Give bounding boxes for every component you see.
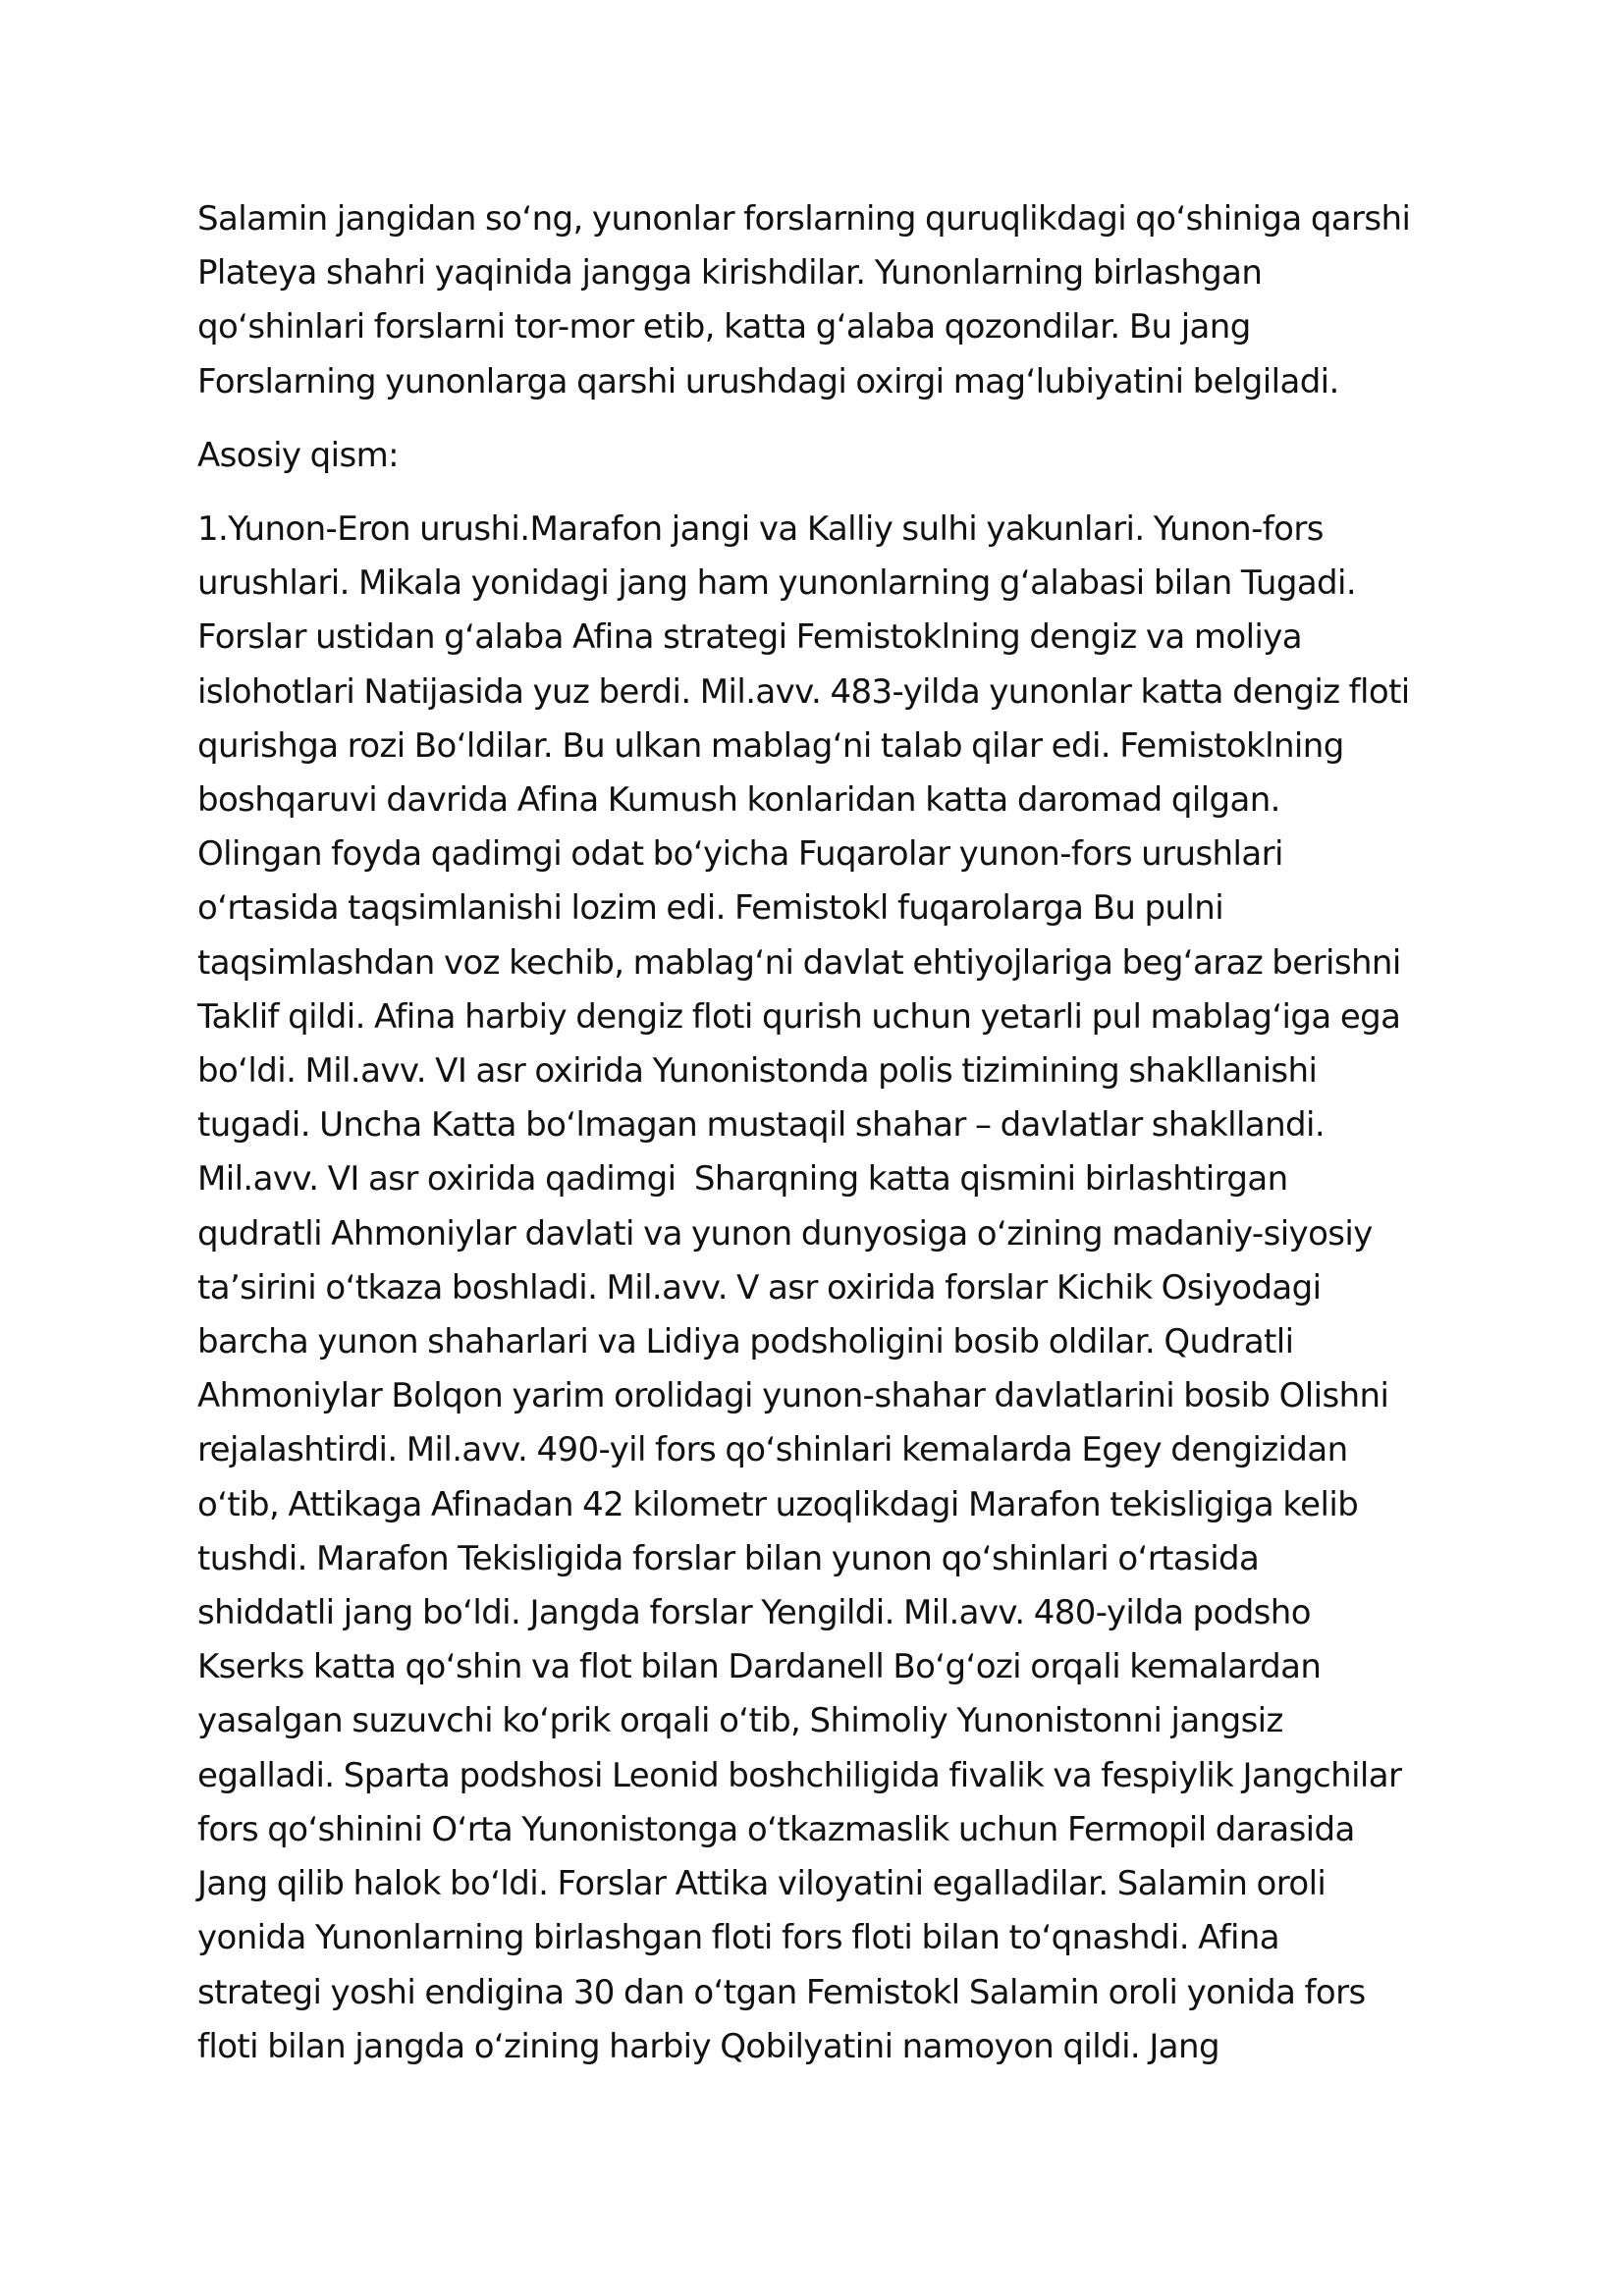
text-line: Forslar ustidan g‘alaba Afina strategi Femistoklning dengiz va moliya	[197, 617, 1303, 658]
text-line: o‘tib, Attikaga Afinadan 42 kilometr uzoqlikdagi Marafon tekisligiga kelib	[197, 1484, 1359, 1524]
text-line: Plateya shahri yaqinida jangga kirishdilar. Yunonlarning birlashgan	[197, 253, 1263, 294]
text-line: o‘rtasida taqsimlanishi lozim edi. Femistokl fuqarolarga Bu pulni	[197, 888, 1224, 929]
text-line: rejalashtirdi. Mil.avv. 490-yil fors qo‘shinlari kemalarda Egey dengizidan	[197, 1430, 1348, 1470]
text-line: Mil.avv. VI asr oxirida qadimgi Sharqning katta qismini birlashtirgan	[197, 1159, 1288, 1200]
text-line: 1.Yunon-Eron urushi.Marafon jangi va Kalliy sulhi yakunlari. Yunon-fors	[197, 509, 1324, 550]
text-line: boshqaruvi davrida Afina Kumush konlaridan katta daromad qilgan.	[197, 780, 1280, 821]
text-line: Ahmoniylar Bolqon yarim orolidagi yunon-shahar davlatlarini bosib Olishni	[197, 1376, 1389, 1416]
text-line: Salamin jangidan so‘ng, yunonlar forslarning quruqlikdagi qo‘shiniga qarshi	[197, 199, 1411, 239]
text-line: barcha yunon shaharlari va Lidiya podsholigini bosib oldilar. Qudratli	[197, 1322, 1294, 1362]
text-line: shiddatli jang bo‘ldi. Jangda forslar Yengildi. Mil.avv. 480-yilda podsho	[197, 1593, 1311, 1633]
text-line: qurishga rozi Bo‘ldilar. Bu ulkan mablag‘ni talab qilar edi. Femistoklning	[197, 725, 1344, 766]
text-line: taqsimlashdan voz kechib, mablag‘ni davlat ehtiyojlariga beg‘araz berishni	[197, 942, 1401, 983]
text-line: ta’sirini o‘tkaza boshladi. Mil.avv. V asr oxirida forslar Kichik Osiyodagi	[197, 1267, 1322, 1308]
text-line: yasalgan suzuvchi ko‘prik orqali o‘tib, Shimoliy Yunonistonni jangsiz	[197, 1701, 1283, 1741]
text-line: Taklif qildi. Afina harbiy dengiz floti qurish uchun yetarli pul mablag‘iga ega	[197, 996, 1401, 1037]
text-line: tugadi. Uncha Katta bo‘lmagan mustaqil shahar – davlatlar shakllandi.	[197, 1105, 1326, 1146]
text-line: tushdi. Marafon Tekisligida forslar bilan yunon qo‘shinlari o‘rtasida	[197, 1538, 1260, 1578]
text-line: Olingan foyda qadimgi odat bo‘yicha Fuqarolar yunon-fors urushlari	[197, 834, 1283, 875]
text-line: islohotlari Natijasida yuz berdi. Mil.avv. 483-yilda yunonlar katta dengiz floti	[197, 671, 1410, 712]
text-line: fors qo‘shinini O‘rta Yunonistonga o‘tkazmaslik uchun Fermopil darasida	[197, 1809, 1355, 1849]
text-line: qo‘shinlari forslarni tor-mor etib, katta g‘alaba qozondilar. Bu jang	[197, 307, 1251, 347]
text-line: Forslarning yunonlarga qarshi urushdagi oxirgi mag‘lubiyatini belgiladi.	[197, 361, 1339, 401]
text-line: urushlari. Mikala yonidagi jang ham yunonlarning g‘alabasi bilan Tugadi.	[197, 563, 1357, 604]
document-body	[197, 192, 1444, 2094]
paragraph	[197, 192, 1444, 409]
text-line: yonida Yunonlarning birlashgan floti fors floti bilan to‘qnashdi. Afina	[197, 1918, 1279, 1958]
text-line: egalladi. Sparta podshosi Leonid boshchiligida fivalik va fespiylik Jangchilar	[197, 1755, 1402, 1795]
text-line: Jang qilib halok bo‘ldi. Forslar Attika viloyatini egalladilar. Salamin oroli	[197, 1864, 1326, 1904]
text-line: qudratli Ahmoniylar davlati va yunon dunyosiga o‘zining madaniy-siyosiy	[197, 1213, 1373, 1254]
text-line: floti bilan jangda o‘zining harbiy Qobilyatini namoyon qildi. Jang	[197, 2026, 1219, 2066]
text-line: strategi yoshi endigina 30 dan o‘tgan Femistokl Salamin oroli yonida fors	[197, 1972, 1366, 2012]
paragraph	[197, 429, 1444, 483]
text-line: Asosiy qism:	[197, 435, 399, 475]
text-line: Kserks katta qo‘shin va flot bilan Dardanell Bo‘g‘ozi orqali kemalardan	[197, 1647, 1322, 1687]
paragraph	[197, 503, 1444, 2074]
text-line: bo‘ldi. Mil.avv. VI asr oxirida Yunonistonda polis tizimining shakllanishi	[197, 1051, 1318, 1092]
